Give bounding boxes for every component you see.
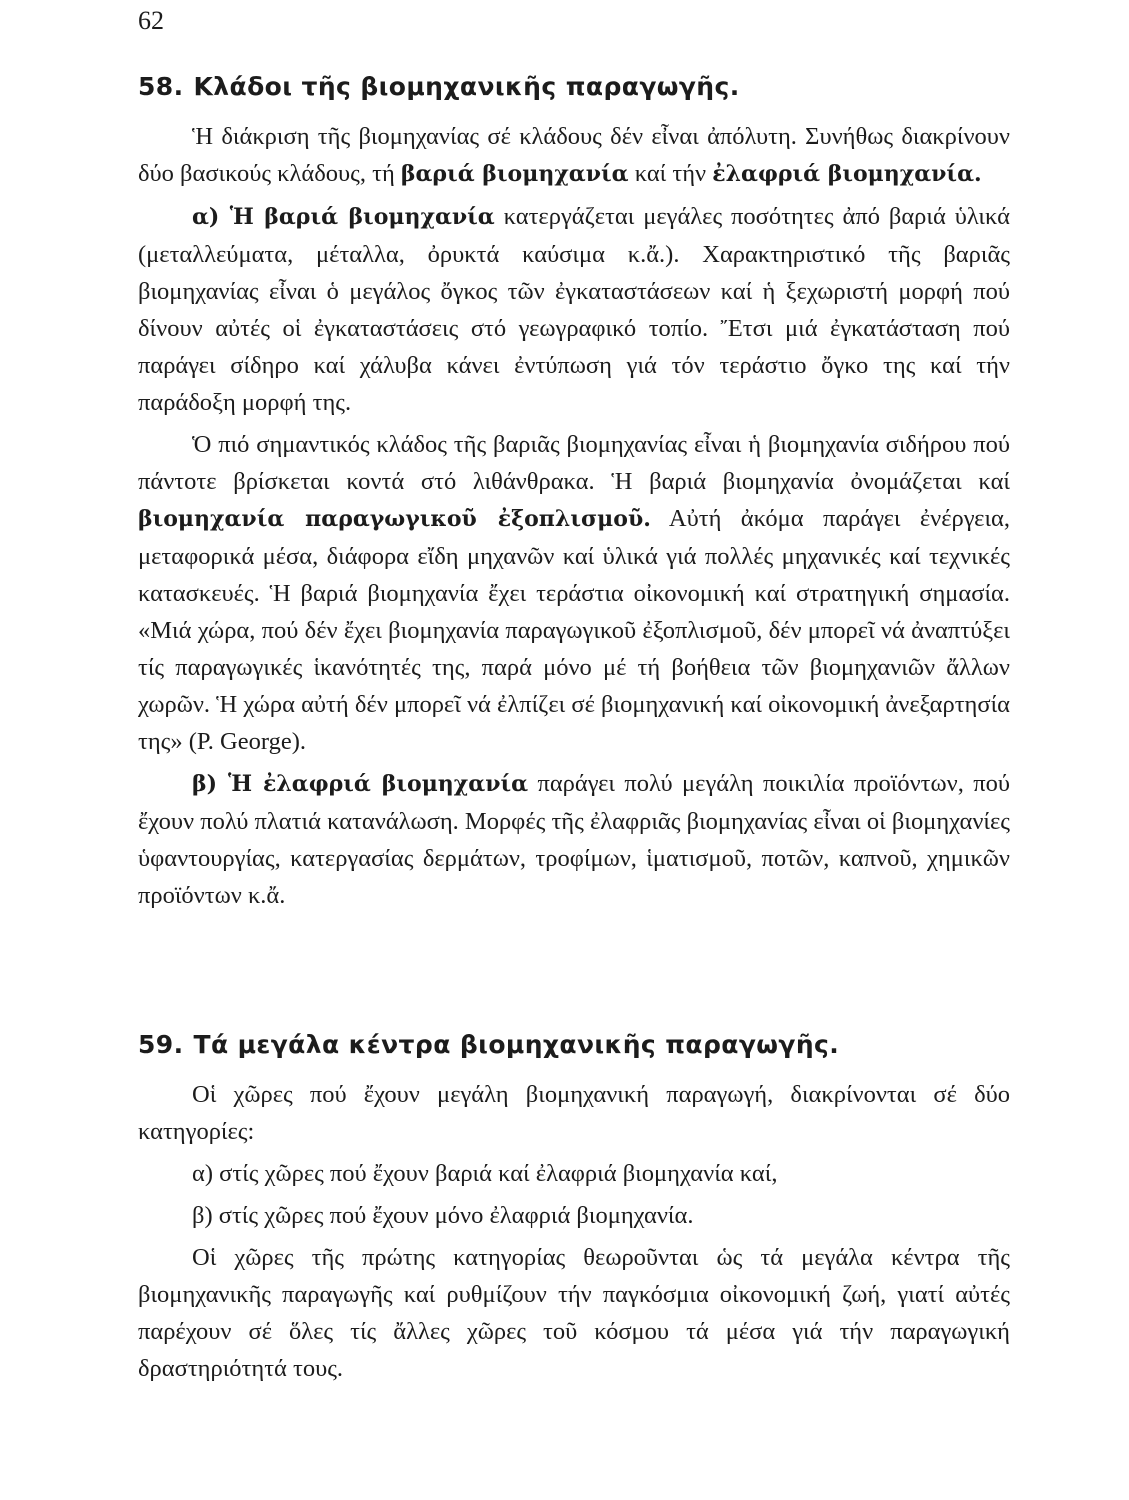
page-number: 62 (138, 6, 164, 35)
list-item: α) στίς χῶρες πού ἔχουν βαριά καί ἐλαφριά βιομηχανία καί, (192, 1160, 778, 1187)
text-run: Αὐτή ἀκόμα παράγει ἐνέργεια, μεταφορικά μέσα, διάφορα εἴδη μηχανῶν καί ὑλικά γιά πολλές μηχανικές καί τεχνικές κατασκευές. Ἡ βαριά βιομηχανία ἔχει τεράστια οἰκονομική καί στρατηγική σημασία. «Μιά χώρα, πού δέν ἔχει βιομηχανία παραγωγικοῦ ἐξοπλισμοῦ, δέν μπορεῖ νά ἀναπτύξει τίς παραγωγικές ἱκανότητές της, παρά μόνο μέ τή βοήθεια τῶν βιομηχανιῶν ἄλλων χωρῶν. Ἡ χώρα αὐτή δέν μπορεῖ νά ἐλπίζει σέ βιομηχανική καί οἰκονομική ἀνεξαρτησία της» (P. George). (138, 505, 1010, 755)
list-item: β) στίς χῶρες πού ἔχουν μόνο ἐλαφριά βιομηχανία. (192, 1202, 694, 1229)
section-59-body (138, 1076, 1010, 1387)
bold-term: β) Ἡ ἐλαφριά βιομηχανία (192, 771, 529, 797)
text-run: Ἡ διάκριση τῆς βιομηχανίας σέ κλάδους δέν εἶναι ἀπόλυτη. Συνήθως διακρίνουν δύο βασικούς κλάδους, τή (138, 123, 1010, 187)
paragraph (138, 765, 1010, 914)
paragraph (138, 426, 1010, 760)
section-58-body (138, 118, 1010, 914)
paragraph: Οἱ χῶρες τῆς πρώτης κατηγορίας θεωροῦνται ὡς τά μεγάλα κέντρα τῆς βιομηχανικῆς παραγωγῆς καί ρυθμίζουν τήν παγκόσμια οἰκονομική ζωή, γιατί αὐτές παρέχουν σέ ὅλες τίς ἄλλες χῶρες τοῦ κόσμου τά μέσα γιά τήν παραγωγική δραστηριότητά τους. (138, 1244, 1010, 1382)
section-59-title: Τά μεγάλα κέντρα βιομηχανικῆς παραγωγῆς. (193, 1030, 840, 1059)
bold-term: βαριά βιομηχανία (400, 161, 629, 187)
text-run: καί τήν (628, 160, 713, 187)
bold-term: ἐλαφριά βιομηχανία. (712, 161, 982, 187)
text-run: κατεργάζεται μεγάλες ποσότητες ἀπό βαριά ὑλικά (μεταλλεύματα, μέταλλα, ὀρυκτά καύσιμα κ.ἄ.). Χαρακτηριστικό τῆς βαριᾶς βιομηχανίας εἶναι ὁ μεγάλος ὄγκος τῶν ἐγκαταστάσεων καί ἡ ξεχωριστή μορφή πού δίνουν αὐτές οἱ ἐγκαταστάσεις στό γεωγραφικό τοπίο. Ἔτσι μιά ἐγκατάσταση πού παράγει σίδηρο καί χάλυβα κάνει ἐντύπωση γιά τόν τεράστιο ὄγκο της καί τήν παράδοξη μορφή της. (138, 203, 1010, 416)
section-59-heading (138, 1030, 839, 1059)
section-58-heading (138, 72, 740, 101)
paragraph: Οἱ χῶρες πού ἔχουν μεγάλη βιομηχανική παραγωγή, διακρίνονται σέ δύο κατηγορίες: (138, 1081, 1010, 1145)
paragraph (138, 198, 1010, 421)
text-run: Ὁ πιό σημαντικός κλάδος τῆς βαριᾶς βιομηχανίας εἶναι ἡ βιομηχανία σιδήρου πού πάντοτε βρίσκεται κοντά στό λιθάνθρακα. Ἡ βαριά βιομηχανία ὀνομάζεται καί (138, 431, 1010, 495)
section-58-title: Κλάδοι τῆς βιομηχανικῆς παραγωγῆς. (193, 72, 740, 101)
text-run: παράγει πολύ μεγάλη ποικιλία προϊόντων, πού ἔχουν πολύ πλατιά κατανάλωση. Μορφές τῆς ἐλαφριᾶς βιομηχανίας εἶναι οἱ βιομηχανίες ὑφαντουργίας, κατεργασίας δερμάτων, τροφίμων, ἱματισμοῦ, ποτῶν, καπνοῦ, χημικῶν προϊόντων κ.ἄ. (138, 770, 1010, 909)
section-58-number: 58. (138, 72, 184, 101)
paragraph (138, 118, 1010, 193)
section-59-number: 59. (138, 1030, 184, 1059)
bold-term: α) Ἡ βαριά βιομηχανία (192, 204, 495, 230)
bold-term: βιομηχανία παραγωγικοῦ ἐξοπλισμοῦ. (138, 506, 651, 532)
